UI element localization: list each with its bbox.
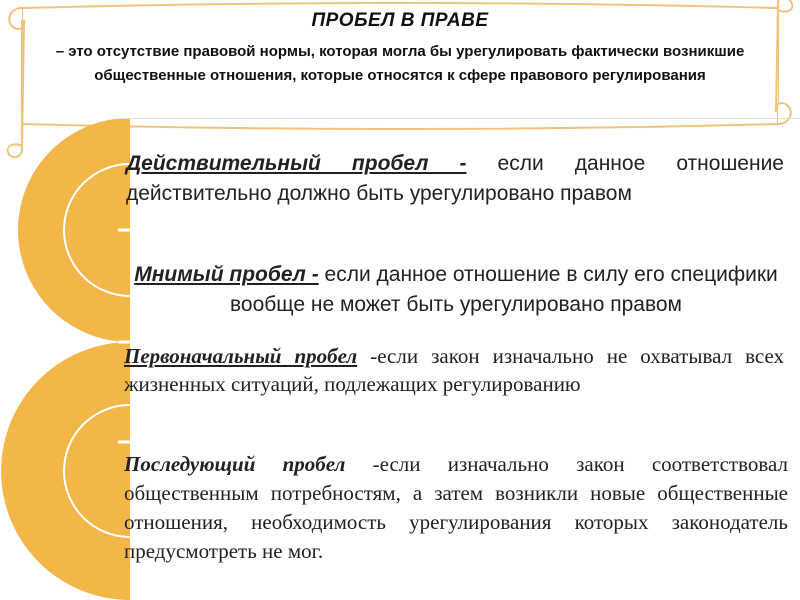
term-description: -если закон изначально не охватывал всех жизненных ситуаций, подлежащих регулированию xyxy=(124,344,784,396)
term-description: если данное отношение в силу его специфики вообще не может быть урегулировано правом xyxy=(230,263,778,316)
term-description: -если изначально закон соответствовал общественным потребностям, а затем возникли новые общественные отношения, необходимость урегулирования которых законодатель предусмотреть не мог. xyxy=(124,452,788,563)
term-label: Первоначальный пробел xyxy=(124,344,358,368)
card-initial-gap xyxy=(118,342,800,442)
term-description: если данное отношение действительно должно быть урегулировано правом xyxy=(126,152,784,205)
card-subsequent-gap xyxy=(118,442,800,600)
term-label: Действительный пробел - xyxy=(126,152,467,175)
term-label: Мнимый пробел - xyxy=(134,263,319,286)
card-imaginary-gap xyxy=(118,230,800,342)
card-actual-gap xyxy=(118,118,800,230)
definition-text: – это отсутствие правовой нормы, которая могла бы урегулировать фактически возникшие общественные отношения, которые относятся к сфере правового регулирования xyxy=(55,43,745,84)
page-title: ПРОБЕЛ В ПРАВЕ xyxy=(311,10,489,31)
term-label: Последующий пробел xyxy=(124,452,346,476)
